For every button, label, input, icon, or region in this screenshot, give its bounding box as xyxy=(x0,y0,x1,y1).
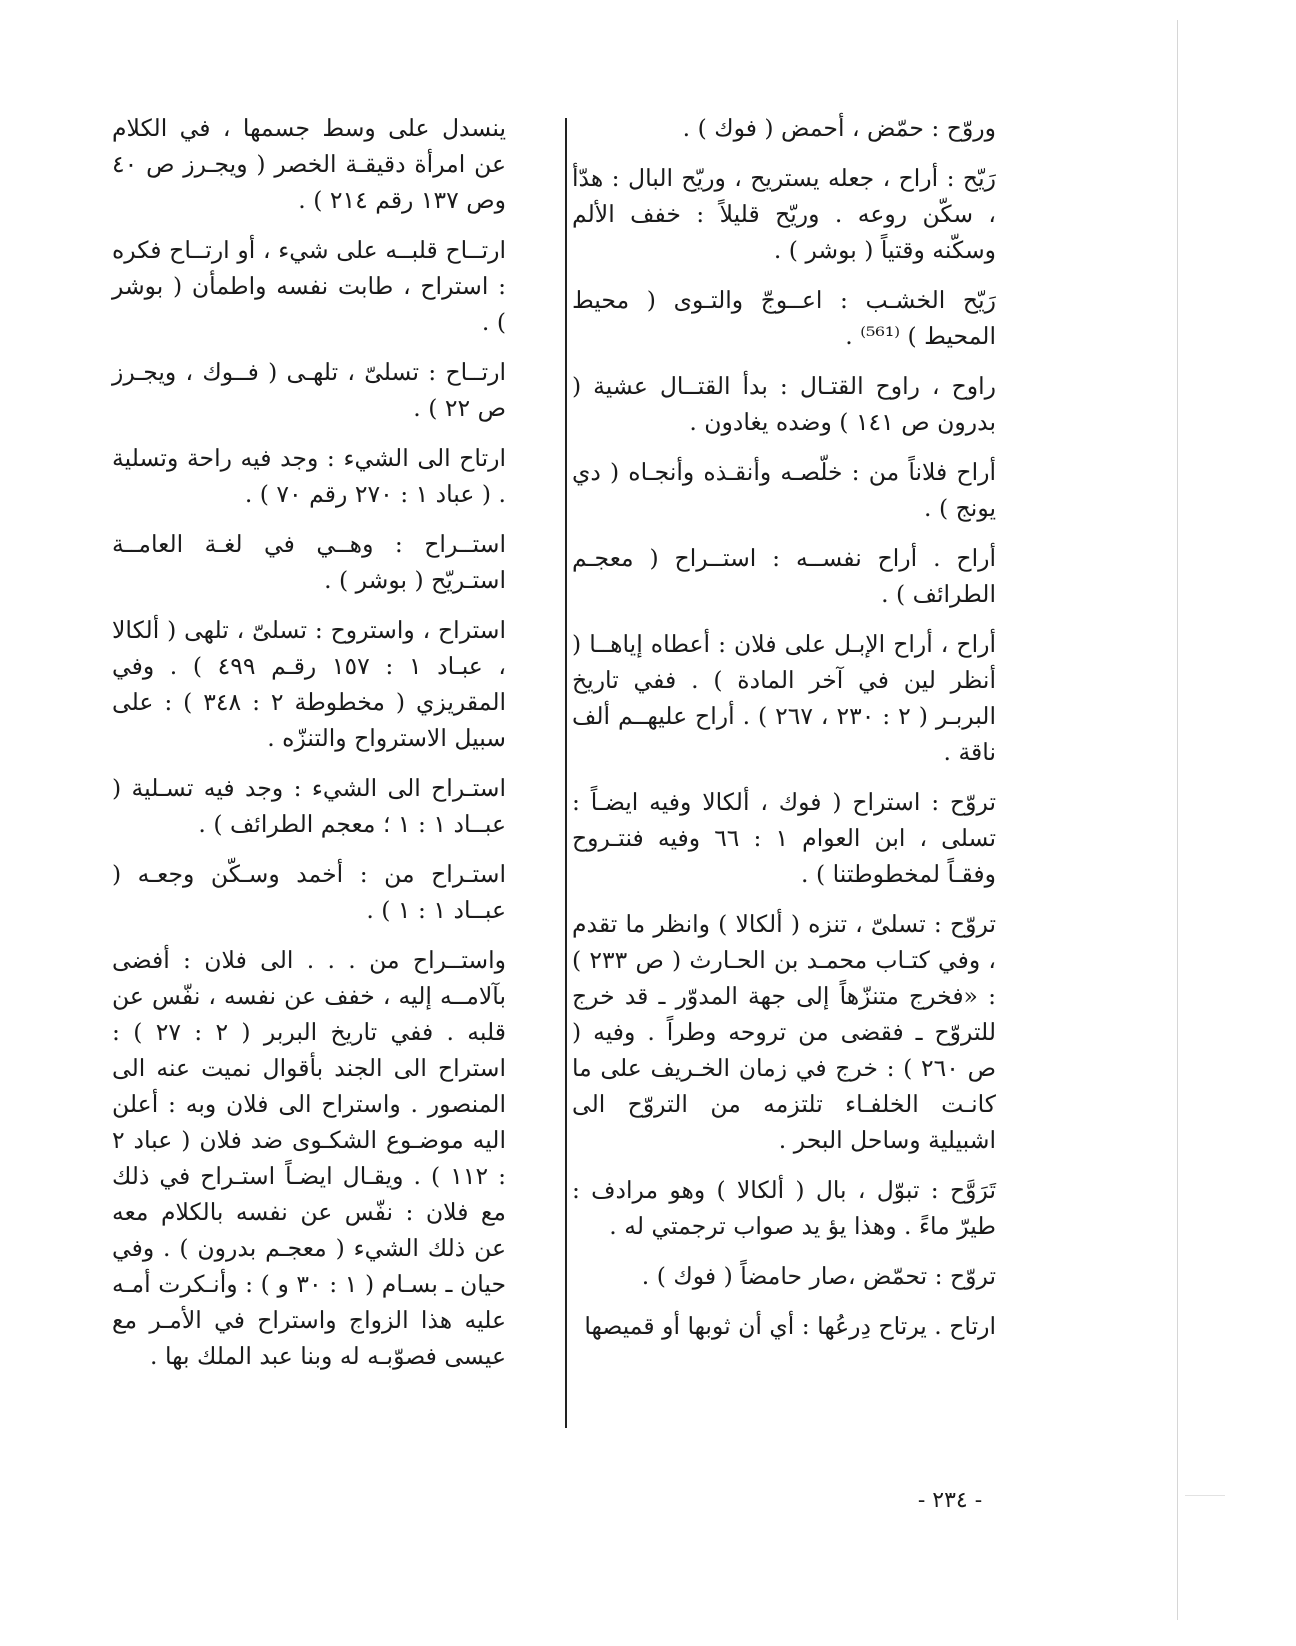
entry-paragraph: راوح ، راوح القتـال : بدأ القتــال عشية ( بدرون ص ١٤١ ) وضده يغادون . xyxy=(572,372,996,436)
scan-edge-line xyxy=(1177,20,1178,1620)
entry-paragraph: استراح ، واستروح : تسلىّ ، تلهى ( ألكالا ، عبـاد ١ : ١٥٧ رقـم ٤٩٩ ) . وفي المقريزي ( مخطوطة ٢ : ٣٤٨ ) : على سبيل الاسترواح والتنزّه . xyxy=(112,616,507,752)
entry-paragraph: تروّح : تحمّض ،صار حامضاً ( فوك ) . xyxy=(641,1262,996,1290)
entry-paragraph: وروّح : حمّض ، أحمض ( فوك ) . xyxy=(682,114,996,142)
left-text-column xyxy=(112,110,506,1388)
entry-paragraph: أراح فلاناً من : خلّصـه وأنقـذه وأنجـاه ( دي يونج ) . xyxy=(572,458,996,522)
entry-paragraph: تروّح : تسلىّ ، تنزه ( ألكالا ) وانظر ما تقدم ، وفي كتـاب محمـد بن الحـارث ( ص ٢٣٣ ) : «فخرج متنزّهاً إلى جهة المدوّر ـ قد خرج للتروّح ـ فقضى من تروحه وطراً . وفيه ( ص ٢٦٠ ) : خرج في زمان الخـريف على ما كانـت الخلفـاء تلتزمه من التروّح الى اشبيلية وساحل البحر . xyxy=(572,910,996,1154)
entry-paragraph: ارتــاح قلبــه على شيء ، أو ارتــاح فكره : استراح ، طابت نفسه واطمأن ( بوشر ) . xyxy=(112,236,506,336)
entry-paragraph: أراح ، أراح الإبـل على فلان : أعطاه إياهــا ( أنظر لين في آخر المادة ) . ففي تاريخ البربـر ( ٢ : ٢٣٠ ، ٢٦٧ ) . أراح عليهــم ألف ناقة . xyxy=(572,630,997,766)
scan-edge-mark xyxy=(1185,1495,1225,1496)
entry-paragraph: استــراح : وهــي في لغـة العامــة استـريّح ( بوشر ) . xyxy=(112,530,506,594)
entry-paragraph: ارتــاح : تسلىّ ، تلهـى ( فــوك ، ويجـرز ص ٢٢ ) . xyxy=(112,358,506,422)
page-number: - ٢٣٤ - xyxy=(917,1488,983,1513)
entry-paragraph: رَيّح الخشـب : اعــوجّ والتـوى ( محيط المحيط ) ⁽⁵⁶¹⁾ . xyxy=(572,286,996,350)
entry-paragraph: واستــراح من . . . الى فلان : أفضى بآلامــه إليه ، خفف عن نفسه ، نفّس عن قلبه . ففي تاريخ البربر ( ٢ : ٢٧ ) : استراح الى الجند بأقوال نميت عنه الى المنصور . واستراح الى فلان وبه : أعلن اليه موضـوع الشكـوى ضد فلان ( عباد ٢ : ١١٢ ) . ويقـال ايضـاً استـراح في ذلك مع فلان : نفّس عن نفسه بالكلام معه عن ذلك الشيء ( معجـم بدرون ) . وفي حيان ـ بسـام ( ١ : ٣٠ و ) : وأنـكرت أمـه عليه هذا الزواج واستراح في الأمـر مع عيسى فصوّبـه له وبنا عبد الملك بها . xyxy=(112,946,507,1370)
column-divider xyxy=(565,118,567,1428)
entry-paragraph: استـراح الى الشيء : وجد فيه تسـلية ( عبــاد ١ : ١ ؛ معجم الطرائف ) . xyxy=(112,774,507,838)
entry-paragraph: استـراح من : أخمد وسـكّن وجعـه ( عبــاد ١ : ١ ) . xyxy=(112,860,506,924)
entry-paragraph: رَيّح : أراح ، جعله يستريح ، وريّح البال : هدّأ ، سكّن روعه . وريّح قليلاً : خفف الألم وسكّنه وقتياً ( بوشر ) . xyxy=(572,164,996,264)
entry-paragraph: تَرَوَّح : تبوّل ، بال ( ألكالا ) وهو مرادف : طيرّ ماءً . وهذا يؤ يد صواب ترجمتي له . xyxy=(572,1176,996,1240)
entry-paragraph: ينسدل على وسط جسمها ، في الكلام عن امرأة دقيقـة الخصر ( ويجـرز ص ٤٠ وص ١٣٧ رقم ٢١٤ ) . xyxy=(112,114,506,214)
right-text-column xyxy=(572,110,996,1358)
entry-paragraph: ارتاح . يرتاح دِرعُها : أي أن ثوبها أو قميصها xyxy=(584,1312,996,1340)
entry-paragraph: أراح . أراح نفســه : استــراح ( معجـم الطرائف ) . xyxy=(572,544,996,608)
entry-paragraph: ارتاح الى الشيء : وجد فيه راحة وتسلية . ( عباد ١ : ٢٧٠ رقم ٧٠ ) . xyxy=(112,444,506,508)
entry-paragraph: تروّح : استراح ( فوك ، ألكالا وفيه ايضـاً : تسلى ، ابن العوام ١ : ٦٦ وفيه فنتـروح وفقـاً لمخطوطتنا ) . xyxy=(572,788,997,888)
